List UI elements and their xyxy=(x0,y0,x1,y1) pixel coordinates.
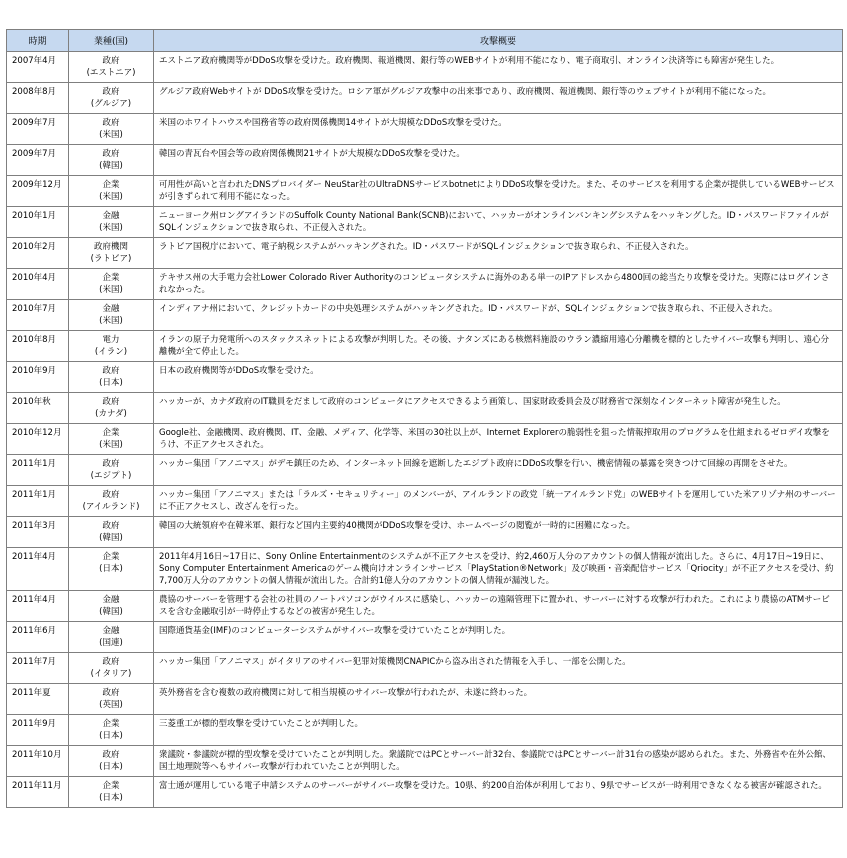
table-row xyxy=(7,622,843,653)
row-date: 2011年1月 xyxy=(7,486,69,517)
row-description: ハッカー集団「アノニマス」がデモ鎮圧のため、インターネット回線を遮断したエジプト政府にDDoS攻撃を行い、機密情報の暴露を突きつけて回線の再開をさせた。 xyxy=(154,455,843,486)
row-sector-cell xyxy=(69,746,154,777)
row-description: 韓国の青瓦台や国会等の政府関係機関21サイトが大規模なDDoS攻撃を受けた。 xyxy=(154,145,843,176)
row-date: 2011年夏 xyxy=(7,684,69,715)
row-sector-cell xyxy=(69,777,154,808)
row-country: (グルジア) xyxy=(90,99,132,109)
row-sector: 政府機関 xyxy=(93,242,128,252)
row-sector: 金融 xyxy=(102,304,120,314)
row-date: 2011年9月 xyxy=(7,715,69,746)
table-row xyxy=(7,393,843,424)
row-sector-cell xyxy=(69,145,154,176)
table-row xyxy=(7,653,843,684)
header-period: 時期 xyxy=(7,30,69,52)
table-row xyxy=(7,746,843,777)
table-row xyxy=(7,300,843,331)
row-sector-cell xyxy=(69,486,154,517)
table-row xyxy=(7,362,843,393)
table-row xyxy=(7,114,843,145)
row-country: (米国) xyxy=(99,316,123,326)
row-description: 可用性が高いと言われたDNSプロバイダー NeuStar社のUltraDNSサービスbotnetによりDDoS攻撃を受けた。また、そのサービスを利用する企業が提供しているWEBサービスが引きずられて利用不能になった。 xyxy=(154,176,843,207)
row-date: 2010年9月 xyxy=(7,362,69,393)
table-body xyxy=(7,52,843,808)
row-description: グルジア政府Webサイトが DDoS攻撃を受けた。ロシア軍がグルジア攻撃中の出来事であり、政府機関、報道機関、銀行等のウェブサイトが利用不能になった。 xyxy=(154,83,843,114)
row-sector: 企業 xyxy=(102,180,120,190)
row-sector-cell xyxy=(69,591,154,622)
row-sector: 金融 xyxy=(102,595,120,605)
row-sector-cell xyxy=(69,331,154,362)
row-sector-cell xyxy=(69,52,154,83)
row-description: ニューヨーク州ロングアイランドのSuffolk County National Bank(SCNB)において、ハッカーがオンラインバンキングシステムをハッキングした。ID・パスワードファイルがSQLインジェクションで抜き取られ、不正侵入された。 xyxy=(154,207,843,238)
row-country: (米国) xyxy=(99,285,123,295)
row-description: ハッカーが、カナダ政府のIT職員をだまして政府のコンピュータにアクセスできるよう画策し、国家財政委員会及び財務省で深刻なインターネット障害が発生した。 xyxy=(154,393,843,424)
table-row xyxy=(7,52,843,83)
row-country: (エストニア) xyxy=(86,68,136,78)
row-sector-cell xyxy=(69,393,154,424)
row-country: (アイルランド) xyxy=(82,502,140,512)
row-date: 2010年7月 xyxy=(7,300,69,331)
row-description: テキサス州の大手電力会社Lower Colorado River Authorityのコンピュータシステムに海外のある単一のIPアドレスから4800回の総当たり攻撃を受けた。実際にはログインされなかった。 xyxy=(154,269,843,300)
row-sector: 政府 xyxy=(102,657,120,667)
row-sector-cell xyxy=(69,83,154,114)
row-sector: 企業 xyxy=(102,781,120,791)
row-country: (エジプト) xyxy=(90,471,132,481)
row-date: 2011年4月 xyxy=(7,591,69,622)
row-date: 2011年6月 xyxy=(7,622,69,653)
row-description: ハッカー集団「アノニマス」がイタリアのサイバー犯罪対策機関CNAPICから盗み出された情報を入手し、一部を公開した。 xyxy=(154,653,843,684)
row-country: (米国) xyxy=(99,223,123,233)
row-sector: 政府 xyxy=(102,490,120,500)
row-date: 2010年4月 xyxy=(7,269,69,300)
row-sector-cell xyxy=(69,362,154,393)
row-sector-cell xyxy=(69,715,154,746)
row-sector-cell xyxy=(69,238,154,269)
row-sector: 政府 xyxy=(102,688,120,698)
row-sector-cell xyxy=(69,207,154,238)
table-row xyxy=(7,715,843,746)
table-row xyxy=(7,238,843,269)
table-row xyxy=(7,424,843,455)
row-description: 2011年4月16日~17日に、Sony Online Entertainmentのシステムが不正アクセスを受け、約2,460万人分のアカウントの個人情報が流出した。さらに、4月17日~19日に、Sony Computer Entertainment Americaのゲーム機向けオンラインサービス「PlayStation®Network」及び映画・音楽配信サービス「Qriocity」が不正アクセスを受け、約7,700万人分のアカウントの個人情報が流出した。合計約1億人分のアカウントの個人情報が漏洩した。 xyxy=(154,548,843,591)
row-country: (イラン) xyxy=(94,347,128,357)
table-row xyxy=(7,684,843,715)
row-sector: 電力 xyxy=(102,335,120,345)
table-row xyxy=(7,145,843,176)
row-country: (日本) xyxy=(99,378,123,388)
table-row xyxy=(7,486,843,517)
row-sector: 企業 xyxy=(102,428,120,438)
row-sector-cell xyxy=(69,622,154,653)
row-sector: 金融 xyxy=(102,626,120,636)
row-sector-cell xyxy=(69,300,154,331)
row-date: 2010年8月 xyxy=(7,331,69,362)
row-date: 2011年10月 xyxy=(7,746,69,777)
row-description: 富士通が運用している電子申請システムのサーバーがサイバー攻撃を受けた。10県、約200自治体が利用しており、9県でサービスが一時利用できなくなる被害が確認された。 xyxy=(154,777,843,808)
row-description: ハッカー集団「アノニマス」または「ラルズ・セキュリティー」のメンバーが、アイルランドの政党「統一アイルランド党」のWEBサイトを運用していた米アリゾナ州のサーバーに不正アクセスし、改ざんを行った。 xyxy=(154,486,843,517)
row-date: 2010年2月 xyxy=(7,238,69,269)
row-date: 2010年秋 xyxy=(7,393,69,424)
row-sector: 企業 xyxy=(102,719,120,729)
row-description: 英外務省を含む複数の政府機関に対して相当規模のサイバー攻撃が行われたが、未遂に終わった。 xyxy=(154,684,843,715)
table-row xyxy=(7,455,843,486)
row-sector-cell xyxy=(69,684,154,715)
table-row xyxy=(7,777,843,808)
row-country: (英国) xyxy=(99,700,123,710)
row-country: (韓国) xyxy=(99,607,123,617)
row-country: (日本) xyxy=(99,762,123,772)
row-description: イランの原子力発電所へのスタックスネットによる攻撃が判明した。その後、ナタンズにある核燃料施設のウラン濃縮用遠心分離機を標的としたサイバー攻撃も判明し、遠心分離機が全て停止した。 xyxy=(154,331,843,362)
cyber-attack-table xyxy=(6,29,843,808)
row-description: インディアナ州において、クレジットカードの中央処理システムがハッキングされた。ID・パスワードが、SQLインジェクションで抜き取られ、不正侵入された。 xyxy=(154,300,843,331)
row-description: Google社、金融機関、政府機関、IT、金融、メディア、化学等、米国の30社以上が、Internet Explorerの脆弱性を狙った情報搾取用のプログラムを仕組まれるゼロデイ攻撃をうけ、不正アクセスされた。 xyxy=(154,424,843,455)
row-sector: 金融 xyxy=(102,211,120,221)
table-row xyxy=(7,591,843,622)
row-country: (日本) xyxy=(99,793,123,803)
row-sector: 政府 xyxy=(102,750,120,760)
row-sector: 政府 xyxy=(102,56,120,66)
row-country: (日本) xyxy=(99,731,123,741)
row-sector-cell xyxy=(69,548,154,591)
row-sector-cell xyxy=(69,176,154,207)
row-date: 2011年7月 xyxy=(7,653,69,684)
table-header-row xyxy=(7,30,843,52)
row-sector: 政府 xyxy=(102,521,120,531)
row-country: (カナダ) xyxy=(95,409,127,419)
header-sector: 業種(国) xyxy=(69,30,154,52)
table-row xyxy=(7,331,843,362)
row-country: (日本) xyxy=(99,564,123,574)
table-row xyxy=(7,517,843,548)
row-date: 2010年12月 xyxy=(7,424,69,455)
row-description: 米国のホワイトハウスや国務省等の政府関係機関14サイトが大規模なDDoS攻撃を受けた。 xyxy=(154,114,843,145)
row-sector: 企業 xyxy=(102,273,120,283)
row-description: 衆議院・参議院が標的型攻撃を受けていたことが判明した。衆議院ではPCとサーバー計32台、参議院ではPCとサーバー計31台の感染が認められた。また、外務省や在外公館、国土地理院等へもサイバー攻撃が行われていたことが判明した。 xyxy=(154,746,843,777)
table-row xyxy=(7,269,843,300)
row-date: 2011年1月 xyxy=(7,455,69,486)
row-country: (ラトビア) xyxy=(90,254,132,264)
row-description: 韓国の大統領府や在韓米軍、銀行など国内主要約40機関がDDoS攻撃を受け、ホームページの閲覧が一時的に困難になった。 xyxy=(154,517,843,548)
row-country: (韓国) xyxy=(99,533,123,543)
row-sector: 政府 xyxy=(102,87,120,97)
row-description: 農協のサーバーを管理する会社の社員のノートパソコンがウイルスに感染し、ハッカーの遠隔管理下に置かれ、サーバーに対する攻撃が行われた。これにより農協のATMサービスを含む金融取引が一時停止するなどの被害が発生した。 xyxy=(154,591,843,622)
row-sector: 政府 xyxy=(102,459,120,469)
row-country: (国連) xyxy=(99,638,123,648)
table-row xyxy=(7,207,843,238)
row-sector-cell xyxy=(69,517,154,548)
row-description: 日本の政府機関等がDDoS攻撃を受けた。 xyxy=(154,362,843,393)
table-row xyxy=(7,548,843,591)
row-sector: 政府 xyxy=(102,366,120,376)
table-row xyxy=(7,176,843,207)
row-description: エストニア政府機関等がDDoS攻撃を受けた。政府機関、報道機関、銀行等のWEBサイトが利用不能になり、電子商取引、オンライン決済等にも障害が発生した。 xyxy=(154,52,843,83)
row-date: 2011年11月 xyxy=(7,777,69,808)
row-date: 2008年8月 xyxy=(7,83,69,114)
row-sector: 政府 xyxy=(102,149,120,159)
row-date: 2009年12月 xyxy=(7,176,69,207)
row-sector-cell xyxy=(69,455,154,486)
row-date: 2009年7月 xyxy=(7,145,69,176)
row-country: (イタリア) xyxy=(90,669,132,679)
row-sector-cell xyxy=(69,653,154,684)
row-date: 2010年1月 xyxy=(7,207,69,238)
table-row xyxy=(7,83,843,114)
row-country: (韓国) xyxy=(99,161,123,171)
row-date: 2007年4月 xyxy=(7,52,69,83)
row-sector-cell xyxy=(69,424,154,455)
row-sector-cell xyxy=(69,269,154,300)
row-sector: 政府 xyxy=(102,118,120,128)
row-description: 三菱重工が標的型攻撃を受けていたことが判明した。 xyxy=(154,715,843,746)
row-sector-cell xyxy=(69,114,154,145)
attack-table-wrapper xyxy=(6,29,842,808)
row-description: ラトビア国税庁において、電子納税システムがハッキングされた。ID・パスワードがSQLインジェクションで抜き取られ、不正侵入された。 xyxy=(154,238,843,269)
row-date: 2011年3月 xyxy=(7,517,69,548)
row-date: 2011年4月 xyxy=(7,548,69,591)
row-country: (米国) xyxy=(99,440,123,450)
header-summary: 攻撃概要 xyxy=(154,30,843,52)
row-sector: 企業 xyxy=(102,552,120,562)
row-date: 2009年7月 xyxy=(7,114,69,145)
row-description: 国際通貨基金(IMF)のコンピューターシステムがサイバー攻撃を受けていたことが判明した。 xyxy=(154,622,843,653)
row-country: (米国) xyxy=(99,130,123,140)
row-country: (米国) xyxy=(99,192,123,202)
row-sector: 政府 xyxy=(102,397,120,407)
